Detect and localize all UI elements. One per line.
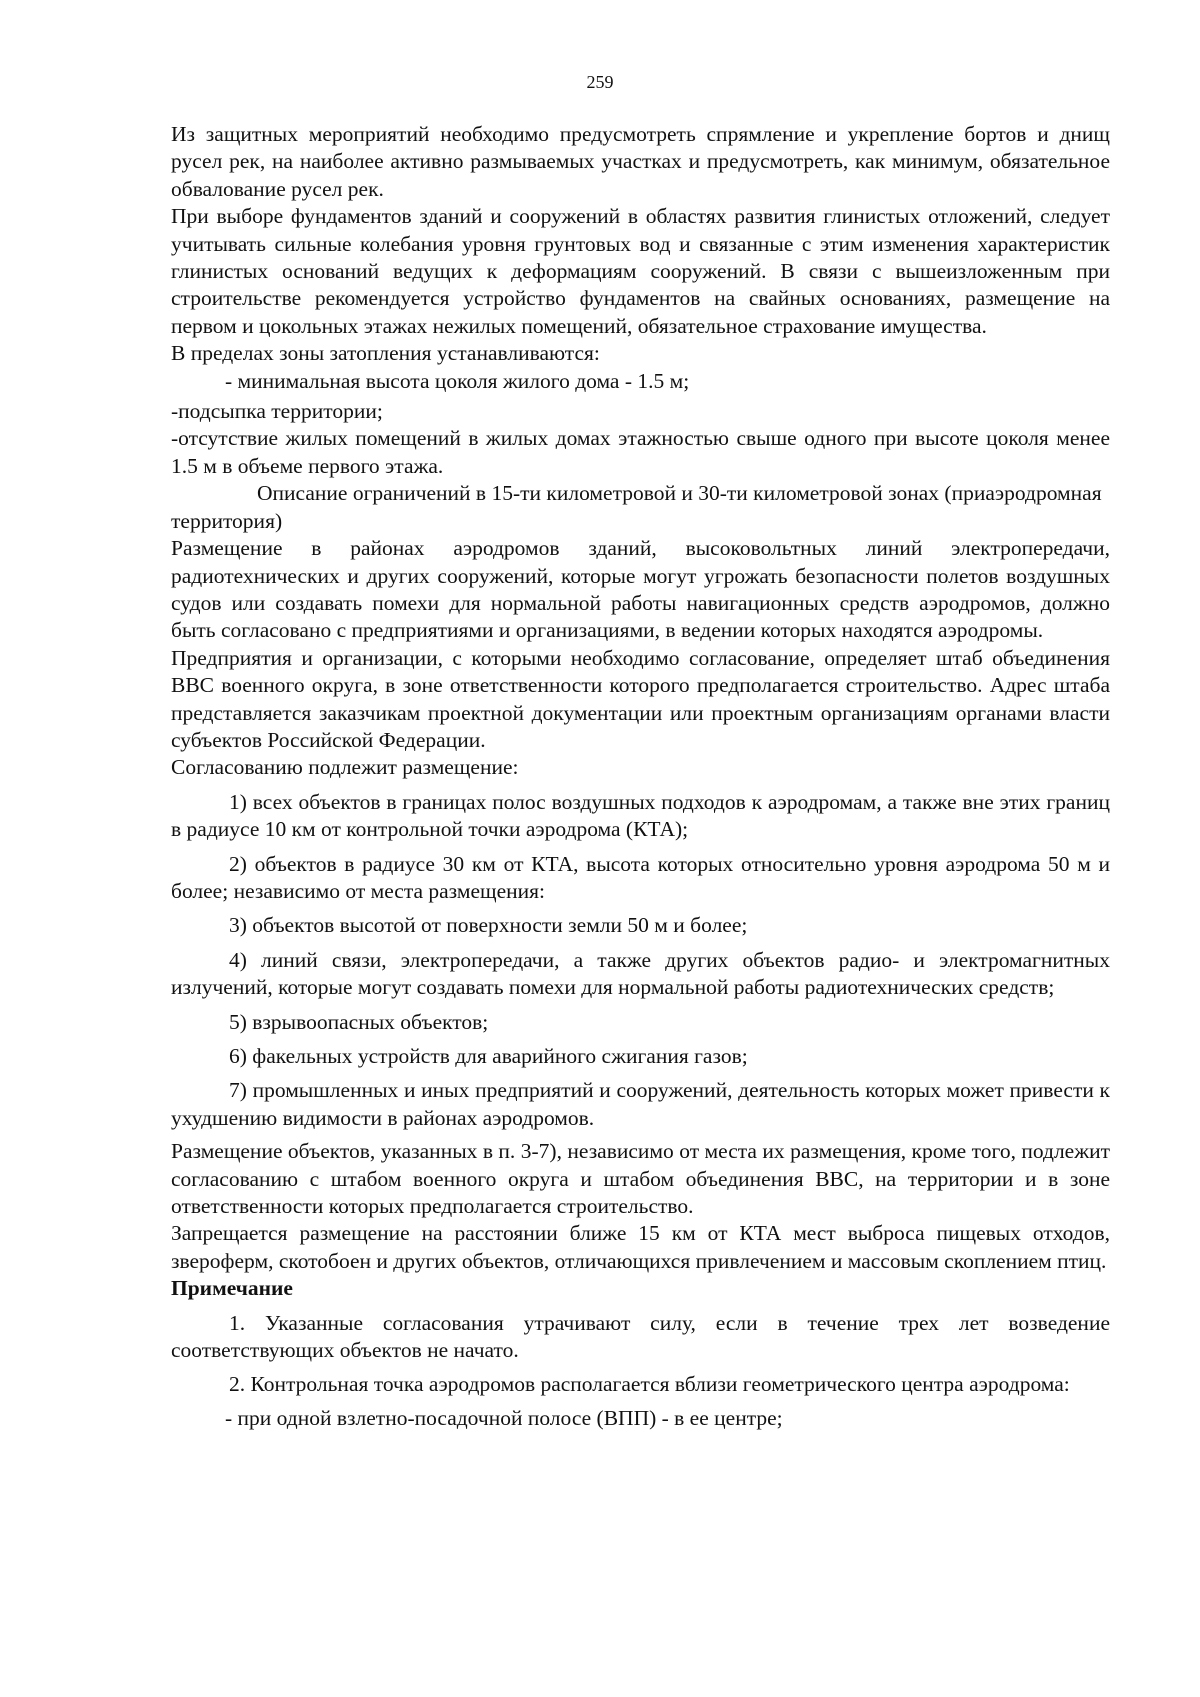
paragraph-additional-approval: Размещение объектов, указанных в п. 3-7), независимо от места их размещения, кроме того, подлежит согласованию с штабом военного округа и штабом объединения ВВС, на территории и в зоне ответственности которых предполагается строительство. <box>171 1139 1110 1219</box>
numbered-item-6: 6) факельных устройств для аварийного сжигания газов; <box>229 1044 748 1068</box>
page-number: 259 <box>586 72 614 92</box>
note-item-2: 2. Контрольная точка аэродромов располагается вблизи геометрического центра аэродрома: <box>229 1372 1070 1397</box>
numbered-item-7: 7) промышленных и иных предприятий и сооружений, деятельность которых может привести к ухудшению видимости в районах аэродромов. <box>171 1078 1110 1130</box>
paragraph-air-force-hq: Предприятия и организации, с которыми необходимо согласование, определяет штаб объединения ВВС военного округа, в зоне ответственности которого предполагается строительство. Адрес штаба представляется заказчикам проектной документации или проектным организациям органами власти субъектов Российской Федерации. <box>171 645 1110 752</box>
paragraph-approval-required: Согласованию подлежит размещение: <box>171 755 519 780</box>
paragraph-protective-measures: Из защитных мероприятий необходимо предусмотреть спрямление и укрепление бортов и днищ русел рек, на наиболее активно размываемых участках и предусмотреть, как минимум, обязательное обвалование русел рек. <box>171 122 1110 201</box>
paragraph-flood-zone-intro: В пределах зоны затопления устанавливаются: <box>171 341 600 366</box>
paragraph-prohibition: Запрещается размещение на расстоянии ближе 15 км от КТА мест выброса пищевых отходов, звероферм, скотобоен и других объектов, отличающихся привлечением и массовым скоплением птиц. <box>171 1221 1110 1273</box>
note-list-item-single-runway: - при одной взлетно-посадочной полосе (ВПП) - в ее центре; <box>225 1405 783 1430</box>
numbered-item-5: 5) взрывоопасных объектов; <box>229 1009 489 1034</box>
note-item-1: 1. Указанные согласования утрачивают силу, если в течение трех лет возведение соответствующих объектов не начато. <box>171 1310 1110 1363</box>
numbered-item-1: 1) всех объектов в границах полос воздушных подходов к аэродромам, а также вне этих границ в радиусе 10 км от контрольной точки аэродрома (КТА); <box>171 789 1110 842</box>
paragraph-foundations: При выборе фундаментов зданий и сооружений в областях развития глинистых отложений, следует учитывать сильные колебания уровня грунтовых вод и связанные с этим изменения характеристик глинистых оснований ведущих к деформациям сооружений. В связи с вышеизложенным при строительстве рекомендуется устройство фундаментов на свайных основаниях, размещение на первом и цокольных этажах нежилых помещений, обязательное страхование имущества. <box>171 204 1110 338</box>
document-body <box>171 121 1110 1432</box>
paragraph-aerodrome-placement: Размещение в районах аэродромов зданий, высоковольтных линий электропередачи, радиотехнических и других сооружений, которые могут угрожать безопасности полетов воздушных судов или создавать помехи для нормальной работы навигационных средств аэродромов, должно быть согласовано с предприятиями и организациями, в ведении которых находятся аэродромы. <box>171 536 1110 643</box>
list-item-backfill: -подсыпка территории; <box>171 399 383 424</box>
note-heading: Примечание <box>171 1276 293 1301</box>
section-heading-restrictions: Описание ограничений в 15-ти километровой и 30-ти километровой зонах (приаэродромная территория) <box>171 481 1102 533</box>
list-item-plinth-height: - минимальная высота цоколя жилого дома - 1.5 м; <box>225 368 690 393</box>
numbered-item-2: 2) объектов в радиусе 30 км от КТА, высота которых относительно уровня аэродрома 50 м и более; независимо от места размещения: <box>171 851 1110 903</box>
list-item-no-residential: -отсутствие жилых помещений в жилых домах этажностью свыше одного при высоте цоколя менее 1.5 м в объеме первого этажа. <box>171 426 1110 478</box>
numbered-item-3: 3) объектов высотой от поверхности земли 50 м и более; <box>229 913 748 938</box>
numbered-item-4: 4) линий связи, электропередачи, а также других объектов радио- и электромагнитных излучений, которые могут создавать помехи для нормальной работы радиотехнических средств; <box>171 947 1110 1000</box>
